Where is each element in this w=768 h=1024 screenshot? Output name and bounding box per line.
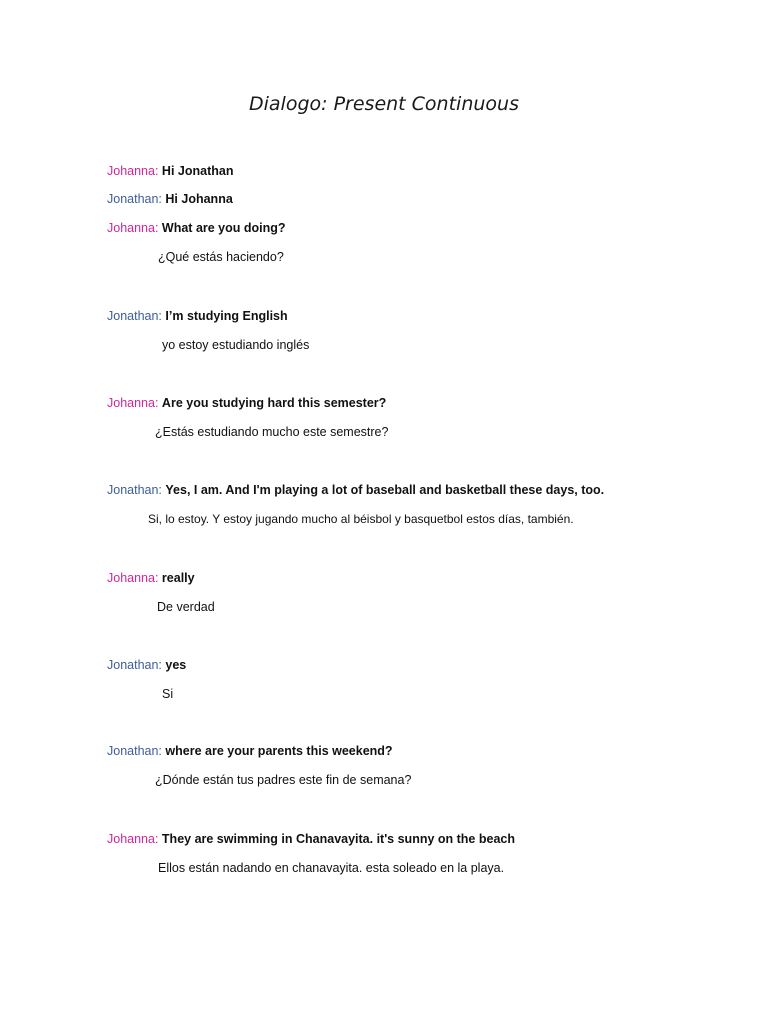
utterance-text: I’m studying English: [165, 309, 288, 323]
dialogue-line: [107, 482, 604, 498]
utterance-text: yes: [165, 658, 187, 672]
utterance-text: Are you studying hard this semester?: [161, 396, 387, 410]
dialogue-line: [107, 743, 393, 759]
translation-text: De verdad: [157, 600, 215, 614]
dialogue-line: [107, 163, 233, 179]
translation-text: Ellos están nadando en chanavayita. esta soleado en la playa.: [158, 861, 505, 875]
translation-text: yo estoy estudiando inglés: [162, 338, 310, 352]
dialogue-line: [107, 191, 233, 207]
translation-text: Si: [162, 687, 174, 701]
speaker-label: Johanna:: [107, 832, 159, 846]
dialogue-line: [107, 657, 186, 673]
translation-text: ¿Qué estás haciendo?: [158, 250, 284, 264]
dialogue-line: [107, 831, 515, 847]
utterance-text: Hi Johanna: [165, 192, 233, 206]
utterance-text: Yes, I am. And I'm playing a lot of baseball and basketball these days, too.: [165, 483, 605, 497]
speaker-label: Johanna:: [107, 396, 159, 410]
speaker-label: Jonathan:: [107, 658, 162, 672]
speaker-label: Jonathan:: [107, 192, 162, 206]
dialogue-line: [107, 570, 195, 586]
document-title: Dialogo: Present Continuous: [249, 93, 519, 115]
utterance-text: Hi Jonathan: [161, 164, 234, 178]
dialogue-line: [107, 395, 386, 411]
utterance-text: What are you doing?: [161, 221, 286, 235]
speaker-label: Jonathan:: [107, 309, 162, 323]
translation-text: Si, lo estoy. Y estoy jugando mucho al béisbol y basquetbol estos días, también.: [148, 512, 574, 526]
speaker-label: Jonathan:: [107, 483, 162, 497]
speaker-label: Johanna:: [107, 571, 159, 585]
translation-text: ¿Dónde están tus padres este fin de semana?: [155, 773, 412, 787]
translation-text: ¿Estás estudiando mucho este semestre?: [155, 425, 389, 439]
speaker-label: Johanna:: [107, 164, 159, 178]
utterance-text: really: [161, 571, 195, 585]
dialogue-line: [107, 308, 288, 324]
dialogue-line: [107, 220, 286, 236]
speaker-label: Jonathan:: [107, 744, 162, 758]
speaker-label: Johanna:: [107, 221, 159, 235]
utterance-text: where are your parents this weekend?: [165, 744, 393, 758]
utterance-text: They are swimming in Chanavayita. it's sunny on the beach: [161, 832, 515, 846]
